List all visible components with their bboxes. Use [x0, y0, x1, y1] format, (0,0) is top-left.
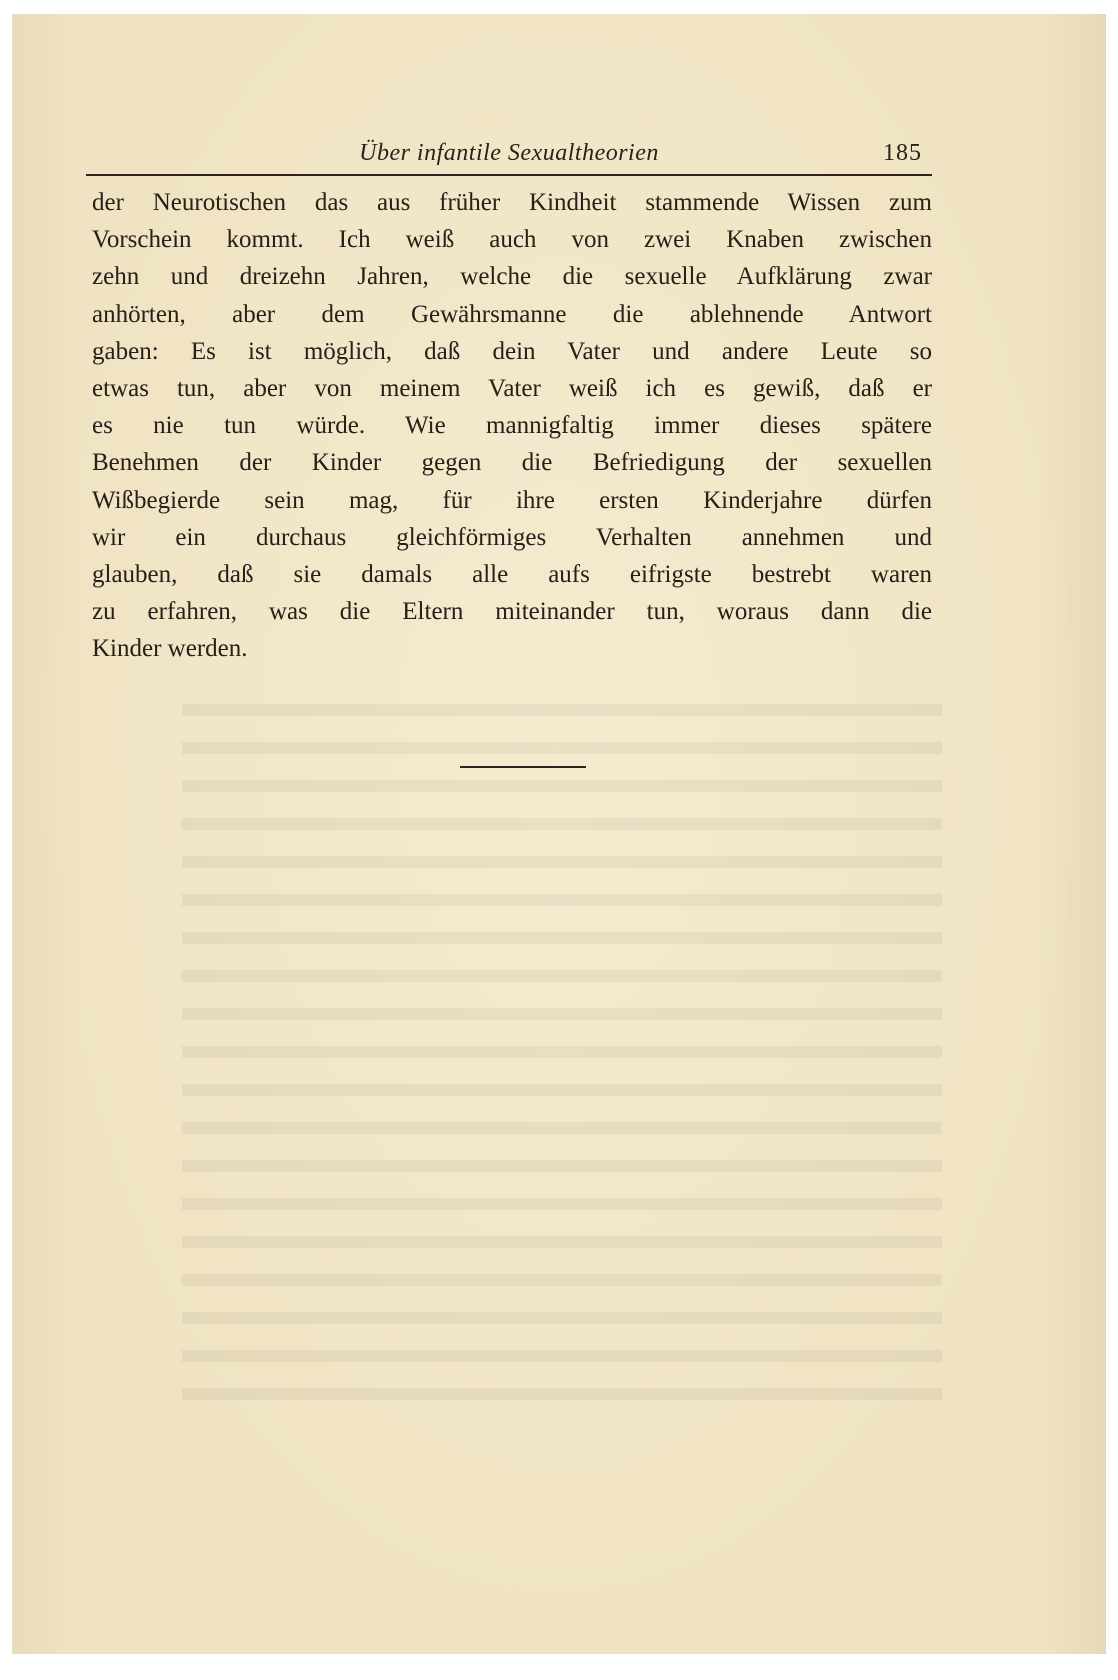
- text-line: es nie tun würde. Wie mannigfaltig immer dieses spätere: [92, 412, 932, 440]
- section-end-rule: [460, 766, 586, 768]
- text-line: Wißbegierde sein mag, für ihre ersten Kinderjahre dürfen: [92, 486, 932, 514]
- text-line: zehn und dreizehn Jahren, welche die sexuelle Aufklärung zwar: [92, 263, 932, 291]
- page-header: [86, 134, 932, 176]
- body-paragraph: [92, 184, 932, 667]
- text-line: Vorschein kommt. Ich weiß auch von zwei Knaben zwischen: [92, 226, 932, 254]
- page-number: 185: [883, 140, 922, 166]
- text-line: Benehmen der Kinder gegen die Befriedigung der sexuellen: [92, 449, 932, 477]
- text-line-last: Kinder werden.: [92, 635, 248, 663]
- text-line: der Neurotischen das aus früher Kindheit stammende Wissen zum: [92, 189, 932, 216]
- bleed-through-texture: [182, 704, 942, 1424]
- book-page: [12, 14, 1106, 1654]
- text-line: gaben: Es ist möglich, daß dein Vater und andere Leute so: [92, 337, 932, 365]
- text-line: wir ein durchaus gleichförmiges Verhalten annehmen und: [92, 523, 932, 551]
- text-line: etwas tun, aber von meinem Vater weiß ich es gewiß, daß er: [92, 374, 932, 402]
- text-line: anhörten, aber dem Gewährsmanne die ablehnende Antwort: [92, 300, 932, 328]
- text-line: glauben, daß sie damals alle aufs eifrigste bestrebt waren: [92, 560, 932, 588]
- running-title: Über infantile Sexualtheorien: [359, 140, 659, 166]
- text-line: zu erfahren, was die Eltern miteinander tun, woraus dann die: [92, 598, 932, 626]
